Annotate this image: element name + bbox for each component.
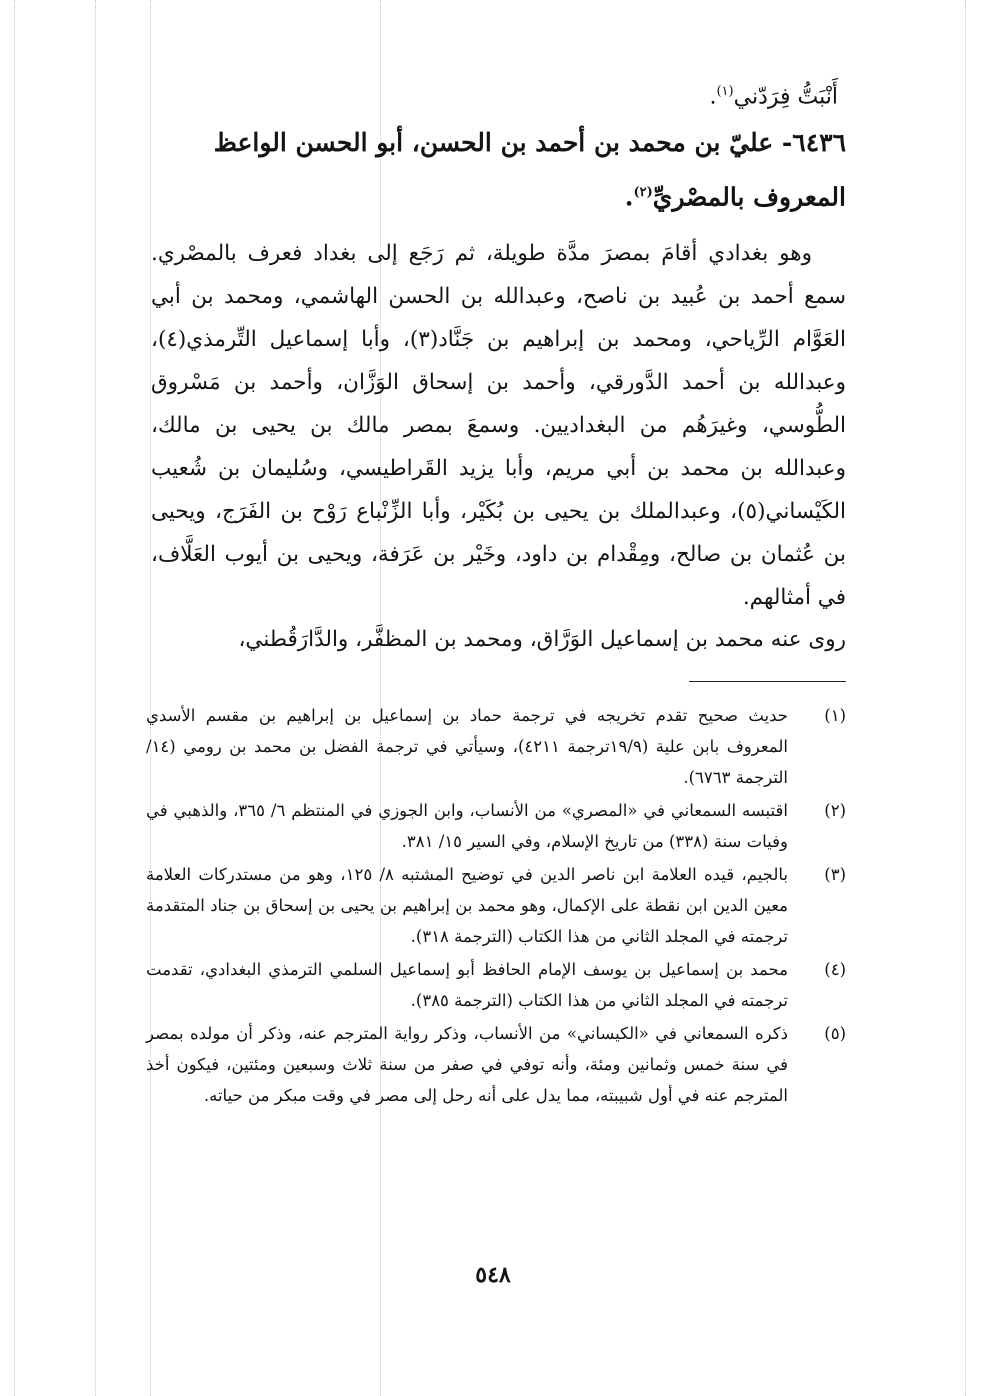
scan-artifact-line [14, 0, 15, 1396]
footnote-marker: (٥) [824, 1024, 846, 1043]
footnote [146, 700, 846, 793]
footnote-text: محمد بن إسماعيل بن يوسف الإمام الحافظ أبو إسماعيل السلمي الترمذي البغدادي، تقدمت ترجمته في المجلد الثاني من هذا الكتاب (الترجمة ٣٨٥). [146, 960, 788, 1010]
footnote [146, 795, 846, 857]
footnote-ref: (٢) [633, 185, 653, 200]
footnote-separator [689, 681, 846, 682]
biography-paragraph: وهو بغدادي أقامَ بمصرَ مدَّة طويلة، ثم رَجَع إلى بغداد فعرف بالمصْري. سمع أحمد بن عُبيد بن ناصح، وعبدالله بن الحسن الهاشمي، ومحمد بن أبي العَوَّام الرِّياحي، ومحمد بن إبراهيم بن جَنَّاد(٣)، وأبا إسماعيل التِّرمذي(٤)، وعبدالله بن أحمد الدَّورقي، وأحمد بن إسحاق الوَزَّان، وأحمد بن مَسْروق الطُّوسي، وغيرَهُم من البغداديين. وسمعَ بمصر مالك بن يحيى بن مالك، وعبدالله بن محمد بن أبي مريم، وأبا يزيد القَراطيسي، وسُليمان بن شُعيب الكَيْساني(٥)، وعبدالملك بن يحيى بن بُكَيْر، وأبا الزِّنْباع رَوْح بن الفَرَج، ويحيى بن عُثمان بن صالح، ومِقْدام بن داود، وخَيْر بن عَرَفة، ويحيى بن أيوب العَلَّاف، في أمثالهم. [151, 241, 846, 610]
footnote-marker: (١) [824, 706, 846, 725]
verse-text: أَنْبَتُّ فِرَدّني [733, 84, 838, 110]
footnote-text: اقتبسه السمعاني في «المصري» من الأنساب، وابن الجوزي في المنتظم ٦/ ٣٦٥، والذهبي في وفيات سنة (٣٣٨) من تاريخ الإسلام، وفي السير ١٥/ ٣٨١. [146, 801, 788, 851]
page-number: ٥٤٨ [475, 1262, 511, 1288]
footnotes-section [146, 700, 846, 1113]
footnote-text: بالجيم، قيده العلامة ابن ناصر الدين في توضيح المشتبه ٨/ ١٢٥، وهو من مستدركات العلامة معين الدين ابن نقطة على الإكمال، وهو محمد بن إبراهيم بن يحيى بن إسحاق بن جناد المتقدمة ترجمته في المجلد الثاني من هذا الكتاب (الترجمة ٣١٨). [146, 865, 788, 946]
footnote-marker: (٢) [824, 801, 846, 820]
scan-artifact-line [965, 0, 966, 1396]
footnote [146, 859, 846, 952]
footnote-ref: (١) [716, 84, 734, 99]
entry-heading: ٦٤٣٦- عليّ بن محمد بن أحمد بن الحسن، أبو الحسن الواعظ المعروف بالمصْريِّ$^{(٢)}$. [213, 128, 846, 212]
footnote [146, 1018, 846, 1111]
footnote [146, 954, 846, 1016]
footnote-marker: (٣) [824, 865, 846, 884]
scan-artifact-line [95, 0, 96, 1396]
footnote-text: حديث صحيح تقدم تخريجه في ترجمة حماد بن إسماعيل بن إبراهيم بن مقسم الأسدي المعروف بابن علية (١٩/٩ترجمة ٤٢١١)، وسيأتي في ترجمة الفضل بن محمد بن رومي (١٤/ الترجمة ٦٧٦٣). [146, 706, 788, 787]
narrators-paragraph: روى عنه محمد بن إسماعيل الوَرَّاق، ومحمد بن المظفَّر، والدَّارَقُطني، [238, 627, 846, 652]
footnote-text: ذكره السمعاني في «الكيساني» من الأنساب، وذكر رواية المترجم عنه، وذكر أن مولده بمصر في سنة خمس وثمانين ومئة، وأنه توفي في صفر من سنة ثلاث وسبعين ومئتين، فيكون أخذ المترجم عنه في أول شبيبته، مما يدل على أنه رحل إلى مصر في وقت مبكر من حياته. [146, 1024, 788, 1105]
entry-title: عليّ بن محمد بن أحمد بن الحسن، أبو الحسن الواعظ المعروف بالمصْريِّ [213, 128, 846, 212]
verse-line: أَنْبَتُّ فِرَدّني$^{(١)}$. [709, 84, 838, 110]
footnote-marker: (٤) [824, 960, 846, 979]
entry-number: ٦٤٣٦- [781, 128, 846, 157]
